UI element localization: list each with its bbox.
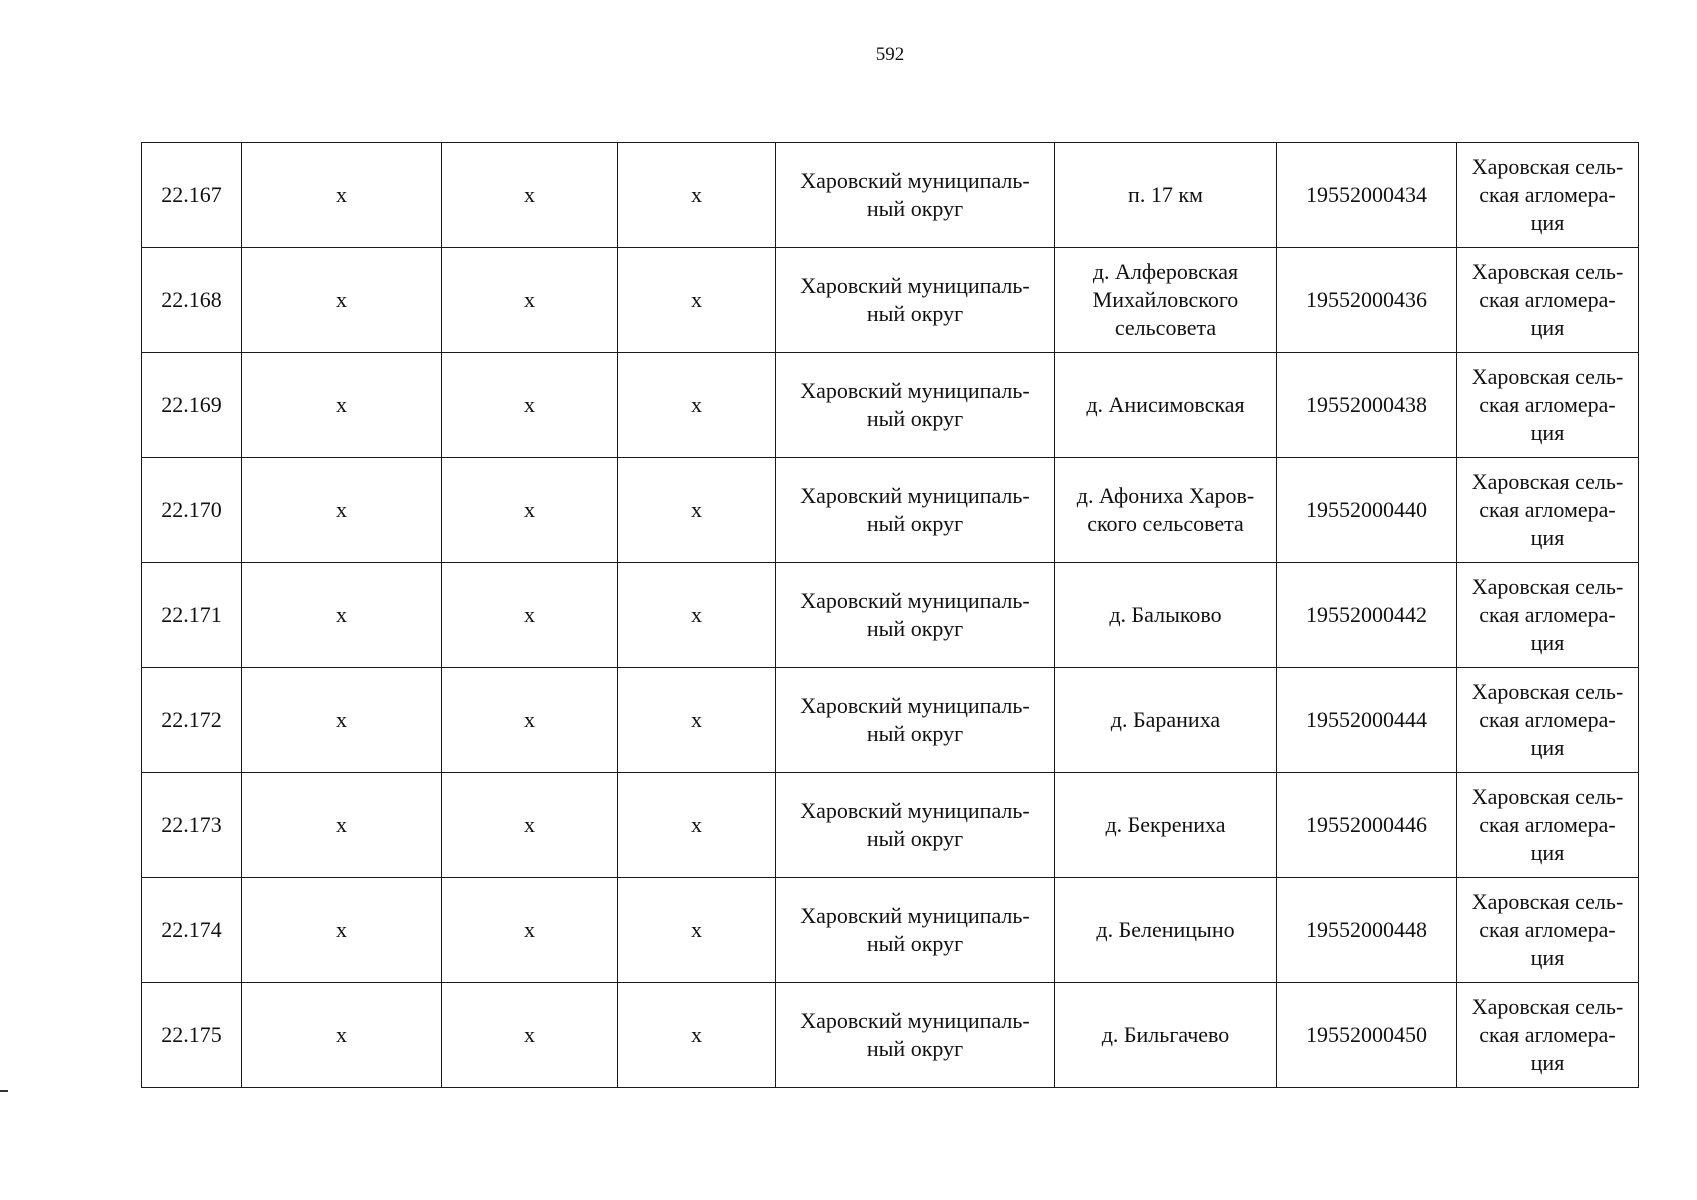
column-3-cell: x [442,983,618,1088]
agglomeration-cell: Харовская сель-ская агломера-ция [1457,248,1639,353]
column-4-cell: x [618,668,776,773]
table-row [142,983,1639,1088]
column-4-cell: x [618,878,776,983]
oktmo-code-cell: 19552000450 [1277,983,1457,1088]
column-4-cell: x [618,353,776,458]
column-3-cell: x [442,878,618,983]
locality-cell: д. Беленицыно [1055,878,1277,983]
row-number-cell: 22.169 [142,353,242,458]
row-number-cell: 22.167 [142,143,242,248]
column-2-cell: x [242,878,442,983]
agglomeration-cell: Харовская сель-ская агломера-ция [1457,458,1639,563]
column-4-cell: x [618,773,776,878]
locality-cell: п. 17 км [1055,143,1277,248]
locality-cell: д. Бильгачево [1055,983,1277,1088]
column-3-cell: x [442,668,618,773]
oktmo-code-cell: 19552000438 [1277,353,1457,458]
locality-cell: д. Балыково [1055,563,1277,668]
agglomeration-cell: Харовская сель-ская агломера-ция [1457,353,1639,458]
agglomeration-cell: Харовская сель-ская агломера-ция [1457,563,1639,668]
column-2-cell: x [242,773,442,878]
district-cell: Харовский муниципаль-ный округ [776,668,1055,773]
table-row [142,668,1639,773]
oktmo-code-cell: 19552000442 [1277,563,1457,668]
table-row [142,563,1639,668]
oktmo-code-cell: 19552000440 [1277,458,1457,563]
column-4-cell: x [618,563,776,668]
district-cell: Харовский муниципаль-ный округ [776,773,1055,878]
table-body [142,143,1639,1088]
column-2-cell: x [242,353,442,458]
column-3-cell: x [442,773,618,878]
column-3-cell: x [442,353,618,458]
column-4-cell: x [618,248,776,353]
district-cell: Харовский муниципаль-ный округ [776,983,1055,1088]
column-2-cell: x [242,248,442,353]
row-number-cell: 22.168 [142,248,242,353]
margin-mark [0,1090,8,1092]
column-2-cell: x [242,143,442,248]
row-number-cell: 22.175 [142,983,242,1088]
column-2-cell: x [242,458,442,563]
row-number-cell: 22.173 [142,773,242,878]
agglomeration-cell: Харовская сель-ская агломера-ция [1457,668,1639,773]
table-row [142,143,1639,248]
column-4-cell: x [618,143,776,248]
table-row [142,878,1639,983]
district-cell: Харовский муниципаль-ный округ [776,248,1055,353]
oktmo-code-cell: 19552000436 [1277,248,1457,353]
oktmo-code-cell: 19552000434 [1277,143,1457,248]
column-4-cell: x [618,983,776,1088]
agglomeration-cell: Харовская сель-ская агломера-ция [1457,143,1639,248]
row-number-cell: 22.170 [142,458,242,563]
district-cell: Харовский муниципаль-ный округ [776,353,1055,458]
oktmo-code-cell: 19552000444 [1277,668,1457,773]
column-2-cell: x [242,668,442,773]
column-3-cell: x [442,458,618,563]
column-3-cell: x [442,563,618,668]
locality-cell: д. Афониха Харов-ского сельсовета [1055,458,1277,563]
agglomeration-cell: Харовская сель-ская агломера-ция [1457,773,1639,878]
table-row [142,773,1639,878]
locality-cell: д. Алферовская Михайловского сельсовета [1055,248,1277,353]
table-row [142,248,1639,353]
settlements-table [141,142,1638,1088]
district-cell: Харовский муниципаль-ный округ [776,878,1055,983]
oktmo-code-cell: 19552000448 [1277,878,1457,983]
district-cell: Харовский муниципаль-ный округ [776,563,1055,668]
district-cell: Харовский муниципаль-ный округ [776,143,1055,248]
table-row [142,458,1639,563]
column-4-cell: x [618,458,776,563]
row-number-cell: 22.171 [142,563,242,668]
page-number: 592 [875,44,905,65]
district-cell: Харовский муниципаль-ный округ [776,458,1055,563]
column-2-cell: x [242,563,442,668]
agglomeration-cell: Харовская сель-ская агломера-ция [1457,878,1639,983]
column-3-cell: x [442,248,618,353]
column-3-cell: x [442,143,618,248]
agglomeration-cell: Харовская сель-ская агломера-ция [1457,983,1639,1088]
row-number-cell: 22.174 [142,878,242,983]
column-2-cell: x [242,983,442,1088]
locality-cell: д. Бараниха [1055,668,1277,773]
oktmo-code-cell: 19552000446 [1277,773,1457,878]
row-number-cell: 22.172 [142,668,242,773]
locality-cell: д. Анисимовская [1055,353,1277,458]
table-row [142,353,1639,458]
locality-cell: д. Бекрениха [1055,773,1277,878]
